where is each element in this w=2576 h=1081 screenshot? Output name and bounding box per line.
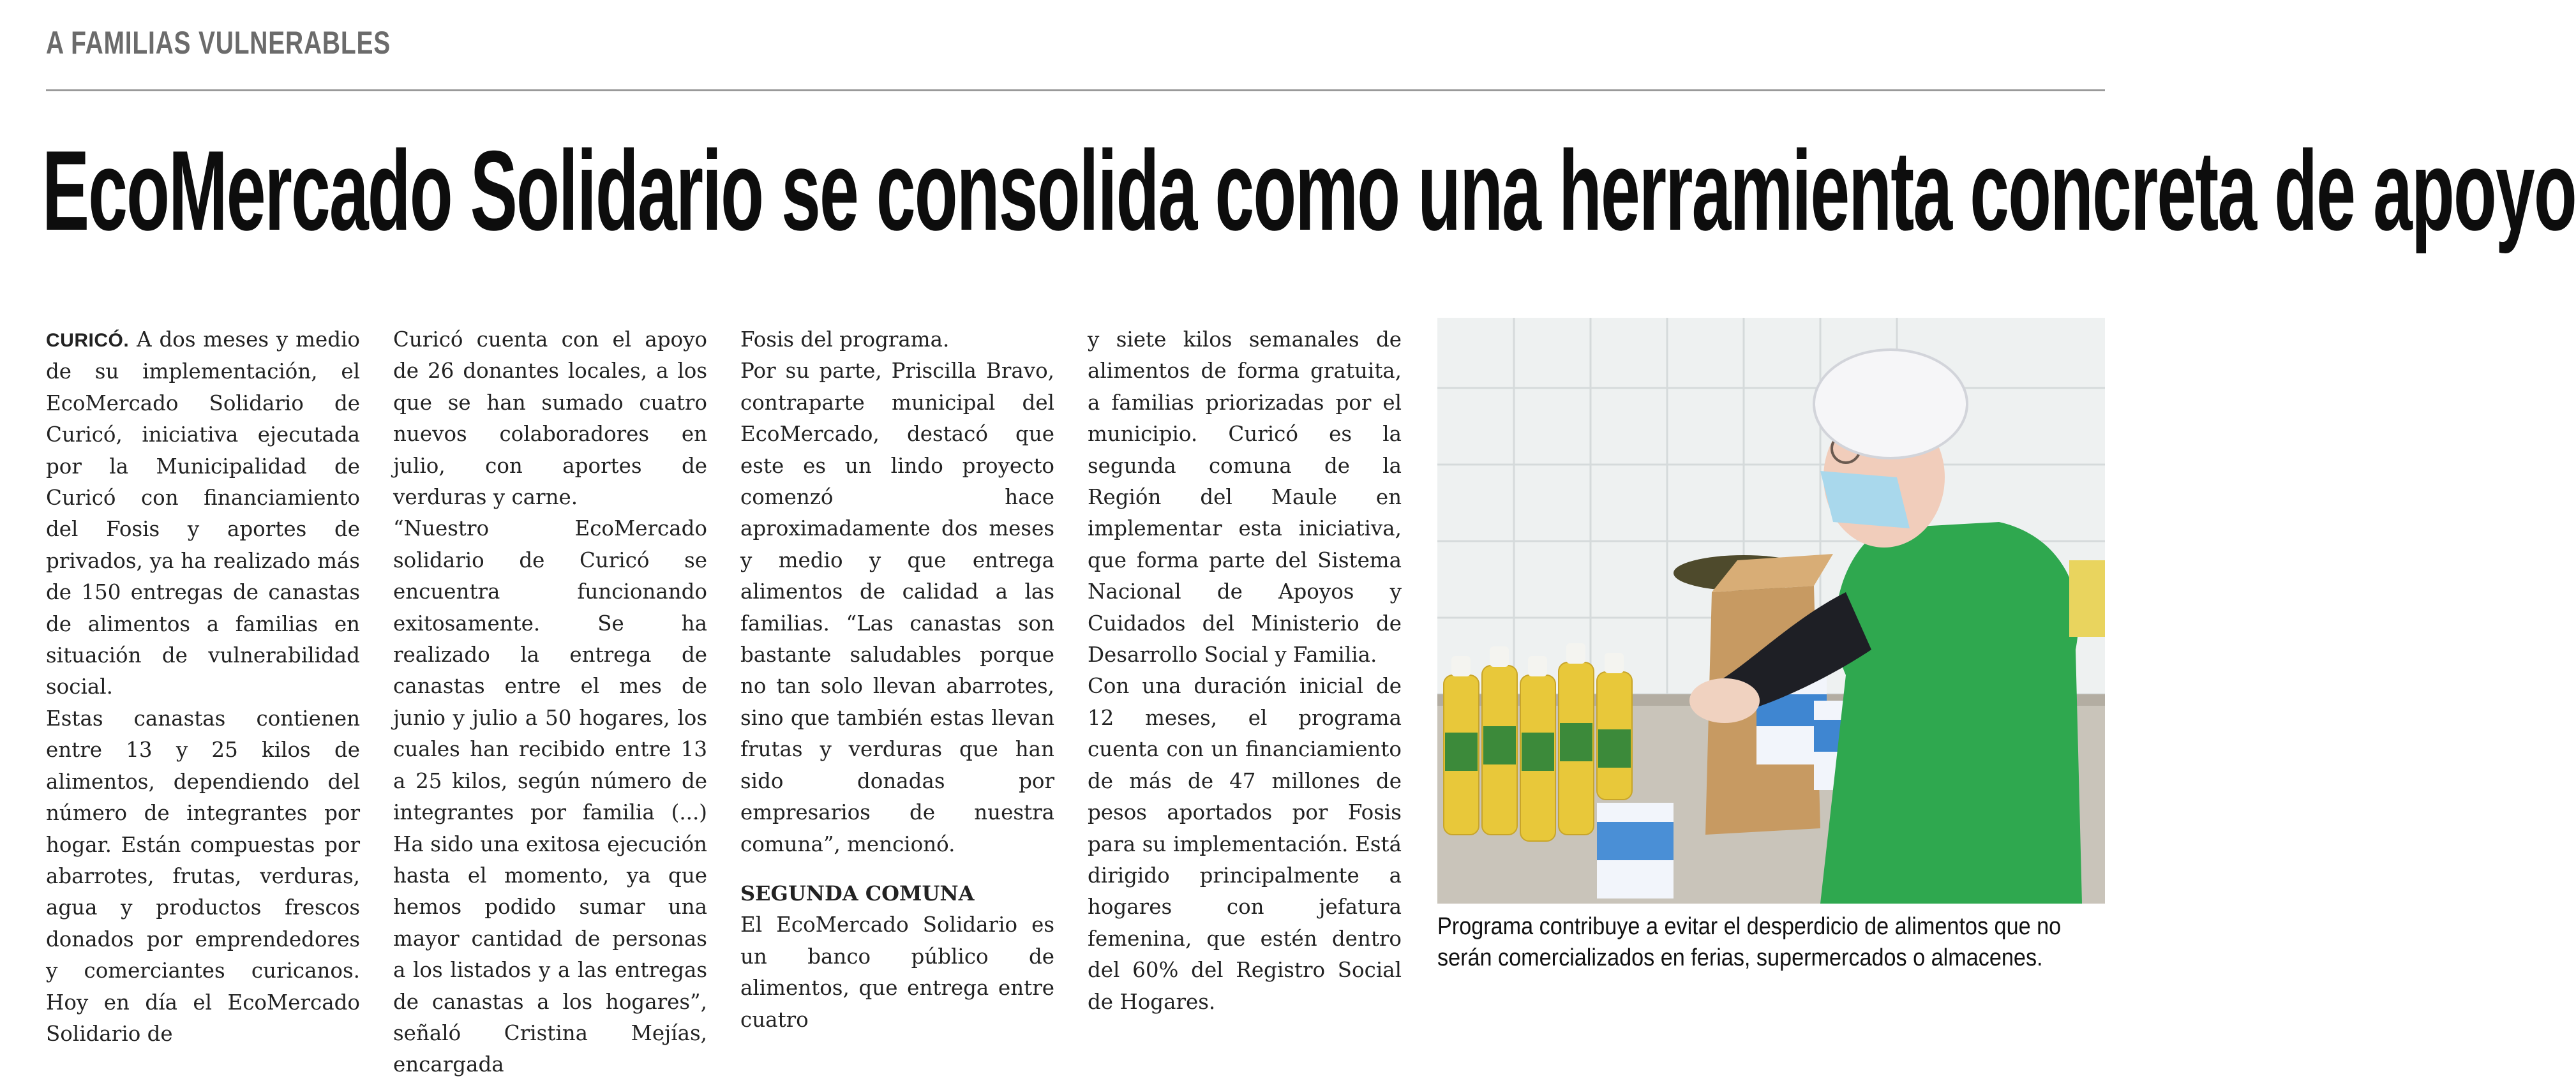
photo-caption: Programa contribuye a evitar el desperdicio de alimentos que no serán comercializados en ferias, supermercados o almacenes. [1437, 913, 2062, 971]
article-photo [1437, 318, 2105, 904]
article-column-3 [740, 324, 1054, 1036]
article-paragraph: Curicó cuenta con el apoyo de 26 donantes locales, a los que se han sumado cuatro nuevos colaboradores en julio, con aportes de verduras y carne. [393, 327, 707, 510]
dateline: CURICÓ. [46, 330, 130, 351]
article-column-2 [393, 324, 707, 1081]
article-paragraph: Por su parte, Priscilla Bravo, contraparte municipal del EcoMercado, destacó que este es un lindo proyecto comenzó hace aproximadamente dos meses y medio y que entrega alimentos de calidad a las familias. “Las canastas son bastante saludables porque no tan solo llevan abarrotes, sino que también estas llevan frutas y verduras que han sido donadas por empresarios de nuestra comuna”, mencionó. [740, 359, 1054, 856]
article-paragraph: Estas canastas contienen entre 13 y 25 kilos de alimentos, dependiendo del número de integrantes por hogar. Están compuestas por abarrotes, frutas, verduras, agua y productos frescos donados por emprendedores y comerciantes curicanos. Hoy en día el EcoMercado Solidario de [46, 706, 360, 1046]
article-column-1 [46, 324, 360, 1050]
subheading: SEGUNDA COMUNA [740, 881, 975, 906]
article-paragraph: Con una duración inicial de 12 meses, el programa cuenta con un financiamiento de más de 47 millones de pesos aportados por Fosis para su implementación. Está dirigido principalmente a hogares con jefatura femenina, que estén dentro del 60% del Registro Social de Hogares. [1088, 674, 1402, 1014]
article-paragraph: El EcoMercado Solidario es un banco público de alimentos, que entrega entre cuatro [740, 913, 1054, 1032]
article-paragraph: Fosis del programa. [740, 327, 950, 352]
article-paragraph: CURICÓ. A dos meses y medio de su implementación, el EcoMercado Solidario de Curicó, iniciativa ejecutada por la Municipalidad de Curicó con financiamiento del Fosis y aportes de privados, ya ha realizado más de 150 entregas de canastas de alimentos a familias en situación de vulnerabilidad social. [46, 327, 360, 699]
article-paragraph: y siete kilos semanales de alimentos de forma gratuita, a familias priorizadas por el municipio. Curicó es la segunda comuna de la Región del Maule en implementar esta iniciativa, que forma parte del Sistema Nacional de Apoyos y Cuidados del Ministerio de Desarrollo Social y Familia. [1088, 327, 1402, 667]
headline: EcoMercado Solidario se consolida como una herramienta concreta de apoyo [42, 127, 2576, 254]
header-rule [46, 89, 2105, 91]
section-label: A FAMILIAS VULNERABLES [46, 25, 391, 61]
article-paragraph: “Nuestro EcoMercado solidario de Curicó se encuentra funcionando exitosamente. Se ha realizado la entrega de canastas entre el mes de junio y julio a 50 hogares, los cuales han recibido entre 13 a 25 kilos, según número de integrantes por familia (...) Ha sido una exitosa ejecución hasta el momento, ya que hemos podido sumar una mayor cantidad de personas a los listados y a las entregas de canastas a los hogares”, señaló Cristina Mejías, encargada [393, 516, 707, 1077]
article-column-4 [1088, 324, 1402, 1018]
